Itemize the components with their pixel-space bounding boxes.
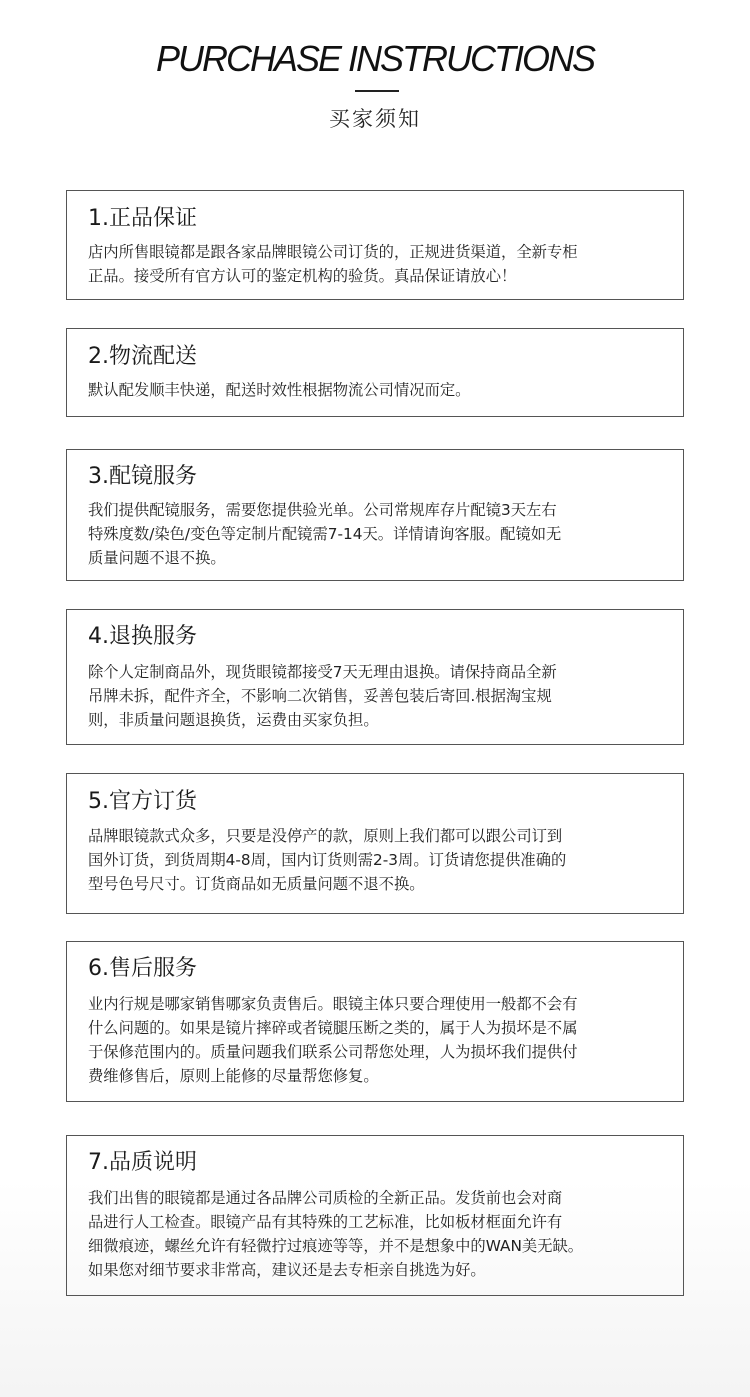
section-text-line: 质量问题不退不换。 [88, 549, 226, 567]
section-text-line: 型号色号尺寸。订货商品如无质量问题不退不换。 [88, 875, 425, 893]
section-title: 5.官方订货 [88, 789, 197, 814]
section-body [88, 992, 666, 1088]
section-card-authenticity [66, 190, 684, 300]
section-text-line: 国外订货，到货周期4-8周，国内订货则需2-3周。订货请您提供准确的 [88, 851, 567, 869]
section-title: 4.退换服务 [88, 624, 197, 649]
section-body [88, 824, 666, 896]
section-text-line: 默认配发顺丰快递，配送时效性根据物流公司情况而定。 [88, 381, 471, 399]
section-text-line: 我们出售的眼镜都是通过各品牌公司质检的全新正品。发货前也会对商 [88, 1189, 563, 1207]
section-text-line: 于保修范围内的。质量问题我们联系公司帮您处理，人为损坏我们提供付 [88, 1043, 578, 1061]
section-text-line: 特殊度数/染色/变色等定制片配镜需7-14天。详情请询客服。配镜如无 [88, 525, 562, 543]
section-text-line: 什么问题的。如果是镜片摔碎或者镜腿压断之类的，属于人为损坏是不属 [88, 1019, 578, 1037]
section-text-line: 品进行人工检查。眼镜产品有其特殊的工艺标准，比如板材框面允许有 [88, 1213, 563, 1231]
section-body [88, 1186, 666, 1282]
title-divider [355, 90, 399, 92]
section-body [88, 660, 666, 732]
section-card-prescription [66, 449, 684, 581]
section-text-line: 除个人定制商品外，现货眼镜都接受7天无理由退换。请保持商品全新 [88, 663, 557, 681]
section-text-line: 业内行规是哪家销售哪家负责售后。眼镜主体只要合理使用一般都不会有 [88, 995, 578, 1013]
page-title-en: PURCHASE INSTRUCTIONS [155, 38, 595, 79]
section-card-quality [66, 1135, 684, 1296]
section-body [88, 498, 666, 570]
section-title: 1.正品保证 [88, 206, 197, 231]
section-card-returns [66, 609, 684, 745]
section-body [88, 378, 666, 402]
section-title: 7.品质说明 [88, 1150, 197, 1175]
section-card-logistics [66, 328, 684, 417]
section-text-line: 细微痕迹，螺丝允许有轻微拧过痕迹等等，并不是想象中的WAN美无缺。 [88, 1237, 584, 1255]
section-text-line: 正品。接受所有官方认可的鉴定机构的验货。真品保证请放心！ [88, 267, 517, 285]
section-text-line: 则，非质量问题退换货，运费由买家负担。 [88, 711, 379, 729]
section-text-line: 吊牌未拆，配件齐全，不影响二次销售，妥善包装后寄回.根据淘宝规 [88, 687, 552, 705]
section-text-line: 店内所售眼镜都是跟各家品牌眼镜公司订货的，正规进货渠道，全新专柜 [88, 243, 578, 261]
section-title: 2.物流配送 [88, 344, 197, 369]
page-title-cn: 买家须知 [329, 107, 421, 131]
section-card-official-order [66, 773, 684, 914]
section-title: 6.售后服务 [88, 956, 197, 981]
section-text-line: 费维修售后，原则上能修的尽量帮您修复。 [88, 1067, 379, 1085]
section-text-line: 如果您对细节要求非常高，建议还是去专柜亲自挑选为好。 [88, 1261, 486, 1279]
section-card-after-sales [66, 941, 684, 1102]
section-text-line: 品牌眼镜款式众多，只要是没停产的款，原则上我们都可以跟公司订到 [88, 827, 563, 845]
section-body [88, 240, 666, 288]
section-text-line: 我们提供配镜服务，需要您提供验光单。公司常规库存片配镜3天左右 [88, 501, 557, 519]
section-title: 3.配镜服务 [88, 464, 197, 489]
